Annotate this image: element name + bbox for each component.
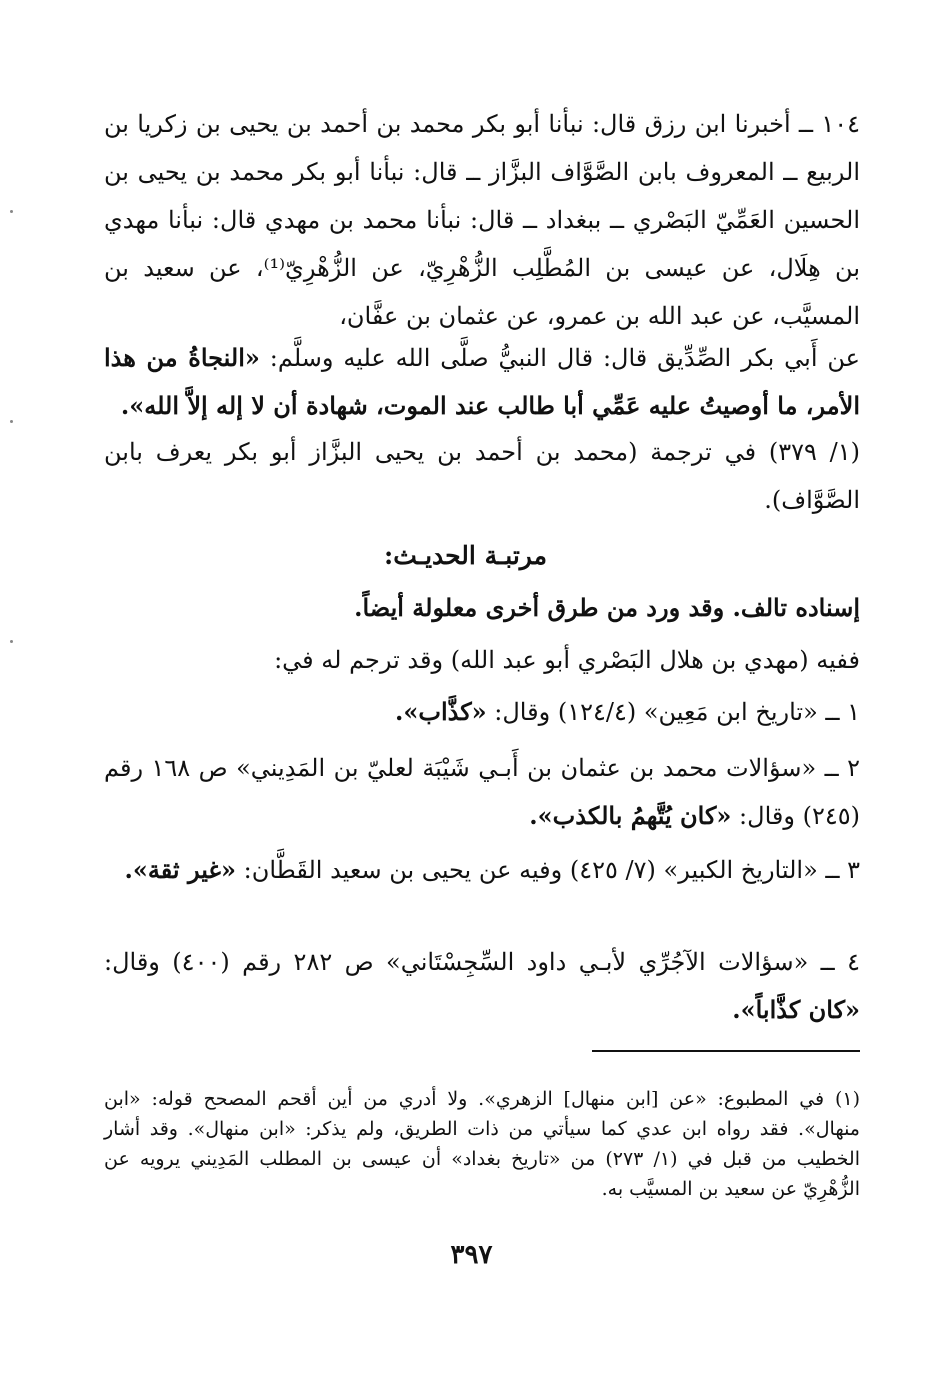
source-item-3 [104, 846, 860, 894]
footnote [104, 1084, 860, 1204]
page-number: ٣٩٧ [450, 1240, 493, 1270]
source-item-1-quote: «كذَّاب». [395, 697, 487, 726]
matn-paragraph [104, 334, 860, 430]
scan-speck [10, 640, 13, 643]
source-item-2-lead: ٢ ــ «سؤالات محمد بن عثمان بن أَبـي شَيْبَة لعليّ بن المَدِيني» ص ١٦٨ رقم (٢٤٥) وقال: [104, 754, 860, 830]
source-item-3-quote: «غير ثقة». [124, 855, 236, 884]
source-item-1 [104, 688, 860, 736]
source-item-2-quote: «كان يُتَّهمُ بالكذب». [529, 801, 732, 830]
source-item-4-quote: «كان كذَّاباً». [732, 995, 860, 1024]
grading-intro-text: ففيه (مهدي بن هلال البَصْري أبو عبد الله) وقد ترجم له في: [274, 646, 860, 674]
scan-speck [10, 420, 13, 423]
grading-verdict-text: إسناده تالف. وقد ورد من طرق أخرى معلولة أيضاً. [354, 593, 860, 622]
grading-intro [104, 636, 860, 684]
biography-note-text: (١/ ٣٧٩) في ترجمة (محمد بن أحمد بن يحيى البزَّاز أبو بكر يعرف بابن الصَّوَّاف). [104, 438, 861, 514]
source-item-3-lead: ٣ ــ «التاريخ الكبير» (٧/ ٤٢٥) وفيه عن يحيى بن سعيد القَطَّان: [235, 856, 860, 884]
source-item-1-lead: ١ ــ «تاريخ ابن مَعِين» (١٢٤/٤) وقال: [486, 698, 860, 726]
grading-heading: مرتبـة الحديـث: [383, 541, 547, 570]
source-item-4 [104, 938, 860, 1034]
footnote-separator [592, 1050, 860, 1052]
grading-verdict [104, 584, 860, 632]
isnad-paragraph [104, 100, 860, 340]
matn-intro: عن أَبي بكر الصِّدِّيق قال: قال النبيُّ صلَّى الله عليه وسلَّم: [259, 344, 860, 372]
footnote-text: (١) في المطبوع: «عن [ابن منهال] الزهري». ولا أدري من أين أقحم المصحح قوله: «ابن منهال». فقد رواه ابن عدي كما سيأتي من ذات الطريق، ولم يذكر: «ابن منهال». وقد أشار الخطيب من قبل في (١/ ٢٧٣) من «تاريخ بغداد» أن عيسى بن المطلب المَدِيني يرويه عن الزُّهْرِيّ عن سعيد بن المسيَّب به. [104, 1088, 860, 1200]
source-item-4-lead: ٤ ــ «سؤالات الآجُرِّي لأبـي داود السِّجِسْتَاني» ص ٢٨٢ رقم (٤٠٠) وقال: [104, 948, 861, 976]
biography-note [104, 428, 860, 524]
matn-quote: «النجاةُ من هذا الأمر، ما أوصيتُ عليه عَمِّي أبا طالب عند الموت، شهادة أن لا إله إلاَّ الله». [104, 343, 860, 420]
source-item-2 [104, 744, 860, 840]
isnad-text: ١٠٤ ــ أخبرنا ابن رزق قال: نبأنا أبو بكر محمد بن أحمد بن يحيى بن زكريا بن الربيع ــ المعروف بابن الصَّوَّاف البزَّاز ــ قال: نبأنا أبو بكر محمد بن يحيى بن الحسين العَمِّيّ البَصْري ــ ببغداد ــ قال: نبأنا محمد بن مهدي قال: نبأنا مهدي بن هِلَال، عن عيسى بن المُطَّلِب الزُّهْرِيّ، عن الزُّهْرِيّ⁽¹⁾، عن سعيد بن المسيَّب، عن عبد الله بن عمرو، عن عثمان بن عفَّان، [104, 110, 860, 330]
scan-speck [10, 210, 13, 213]
